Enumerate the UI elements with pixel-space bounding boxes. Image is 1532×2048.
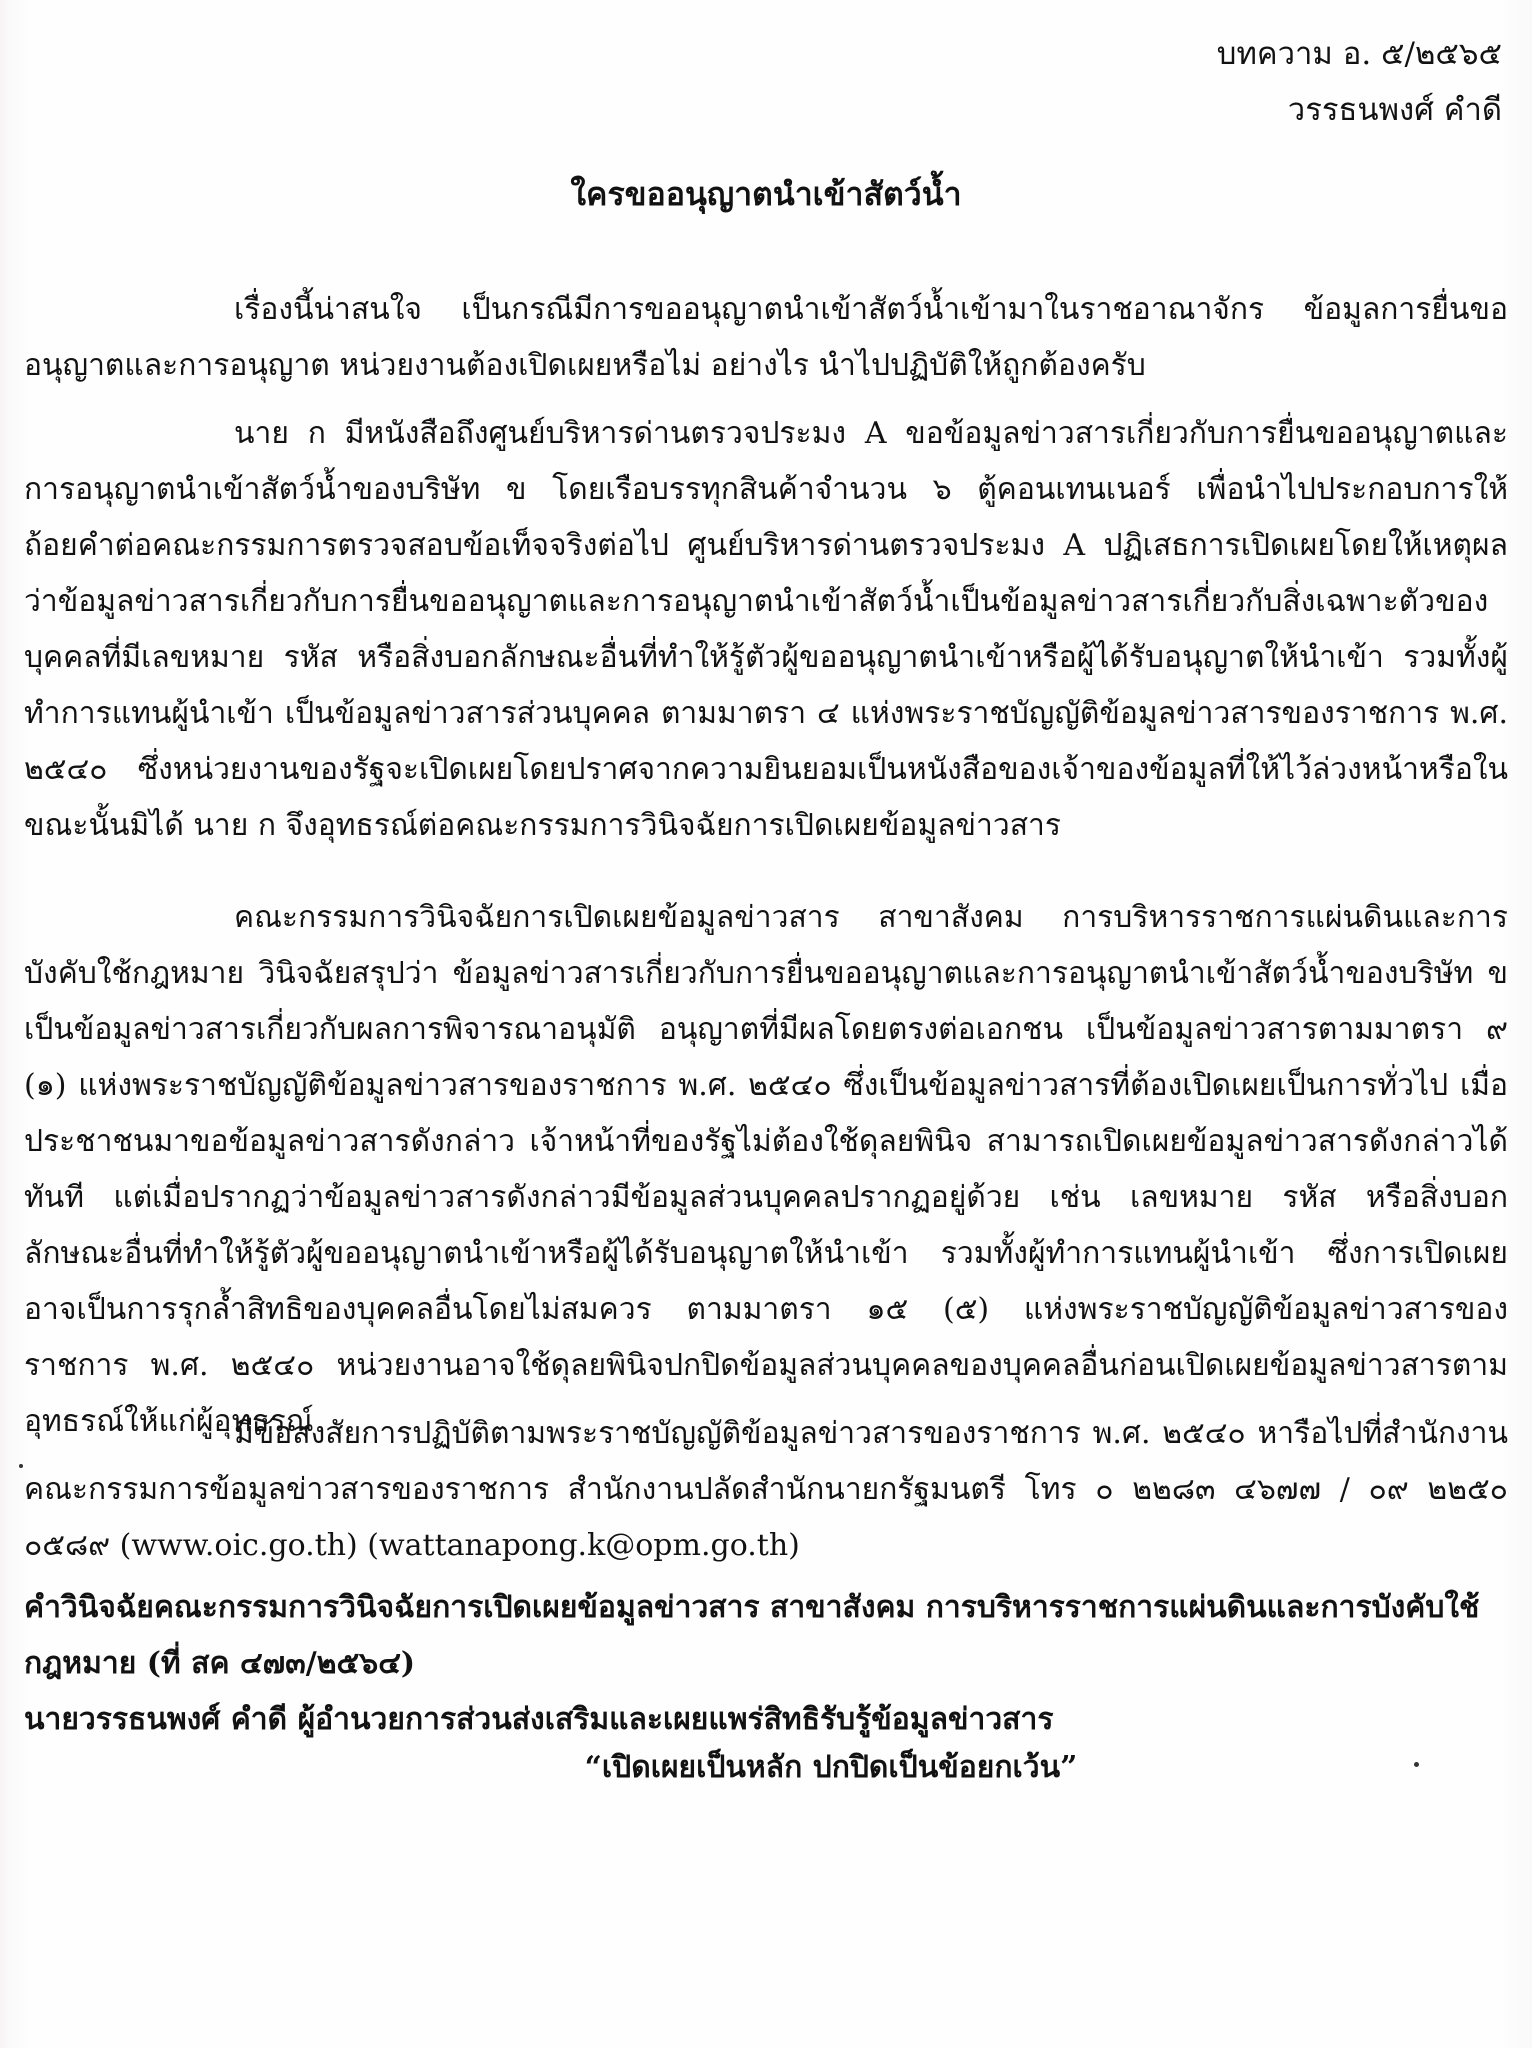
contact-paragraph: มีข้อสงสัยการปฏิบัติตามพระราชบัญญัติข้อมูลข่าวสารของราชการ พ.ศ. ๒๕๔๐ หารือไปที่สำนักงานคณะกรรมการข้อมูลข่าวสารของราชการ สำนักงานปลัดสำนักนายกรัฐมนตรี โทร ๐ ๒๒๘๓ ๔๖๗๗ / ๐๙ ๒๒๕๐ ๐๕๘๙ (www.oic.go.th) (wattanapong.k@opm.go.th): [24, 1416, 1508, 1563]
case-facts-paragraph: นาย ก มีหนังสือถึงศูนย์บริหารด่านตรวจประมง A ขอข้อมูลข่าวสารเกี่ยวกับการยื่นขออนุญาตและการอนุญาตนำเข้าสัตว์น้ำของบริษัท ข โดยเรือบรรทุกสินค้าจำนวน ๖ ตู้คอนเทนเนอร์ เพื่อนำไปประกอบการให้ถ้อยคำต่อคณะกรรมการตรวจสอบข้อเท็จจริงต่อไป ศูนย์บริหารด่านตรวจประมง A ปฏิเสธการเปิดเผยโดยให้เหตุผลว่าข้อมูลข่าวสารเกี่ยวกับการยื่นขออนุญาตและการอนุญาตนำเข้าสัตว์น้ำเป็นข้อมูลข่าวสารเกี่ยวกับสิ่งเฉพาะตัวของบุคคลที่มีเลขหมาย รหัส หรือสิ่งบอกลักษณะอื่นที่ทำให้รู้ตัวผู้ขออนุญาตนำเข้าหรือผู้ได้รับอนุญาตให้นำเข้า รวมทั้งผู้ทำการแทนผู้นำเข้า เป็นข้อมูลข่าวสารส่วนบุคคล ตามมาตรา ๔ แห่งพระราชบัญญัติข้อมูลข่าวสารของราชการ พ.ศ. ๒๕๔๐ ซึ่งหน่วยงานของรัฐจะเปิดเผยโดยปราศจากความยินยอมเป็นหนังสือของเจ้าของข้อมูลที่ให้ไว้ล่วงหน้าหรือในขณะนั้นมิได้ นาย ก จึงอุทธรณ์ต่อคณะกรรมการวินิจฉัยการเปิดเผยข้อมูลข่าวสาร: [24, 416, 1508, 843]
document-header: [1217, 26, 1502, 138]
author-name: วรรธนพงศ์ คำดี: [1287, 92, 1502, 128]
intro-paragraph: เรื่องนี้น่าสนใจ เป็นกรณีมีการขออนุญาตนำเข้าสัตว์น้ำเข้ามาในราชอาณาจักร ข้อมูลการยื่นขออนุญาตและการอนุญาต หน่วยงานต้องเปิดเผยหรือไม่ อย่างไร นำไปปฏิบัติให้ถูกต้องครับ: [24, 292, 1508, 383]
signature-line: นายวรรธนพงศ์ คำดี ผู้อำนวยการส่วนส่งเสริมและเผยแพร่สิทธิรับรู้ข้อมูลข่าวสาร: [24, 1702, 1054, 1737]
scan-speck: [1414, 1762, 1419, 1767]
document-number: บทความ อ. ๕/๒๕๖๕: [1216, 36, 1502, 72]
slogan-text: “เปิดเผยเป็นหลัก ปกปิดเป็นข้อยกเว้น”: [584, 1750, 1078, 1785]
scan-speck: [19, 1464, 23, 1468]
decision-paragraph: คณะกรรมการวินิจฉัยการเปิดเผยข้อมูลข่าวสาร สาขาสังคม การบริหารราชการแผ่นดินและการบังคับใช้กฎหมาย วินิจฉัยสรุปว่า ข้อมูลข่าวสารเกี่ยวกับการยื่นขออนุญาตและการอนุญาตนำเข้าสัตว์น้ำของบริษัท ข เป็นข้อมูลข่าวสารเกี่ยวกับผลการพิจารณาอนุมัติ อนุญาตที่มีผลโดยตรงต่อเอกชน เป็นข้อมูลข่าวสารตามมาตรา ๙ (๑) แห่งพระราชบัญญัติข้อมูลข่าวสารของราชการ พ.ศ. ๒๕๔๐ ซึ่งเป็นข้อมูลข่าวสารที่ต้องเปิดเผยเป็นการทั่วไป เมื่อประชาชนมาขอข้อมูลข่าวสารดังกล่าว เจ้าหน้าที่ของรัฐไม่ต้องใช้ดุลยพินิจ สามารถเปิดเผยข้อมูลข่าวสารดังกล่าวได้ทันที แต่เมื่อปรากฏว่าข้อมูลข่าวสารดังกล่าวมีข้อมูลส่วนบุคคลปรากฏอยู่ด้วย เช่น เลขหมาย รหัส หรือสิ่งบอกลักษณะอื่นที่ทำให้รู้ตัวผู้ขออนุญาตนำเข้าหรือผู้ได้รับอนุญาตให้นำเข้า รวมทั้งผู้ทำการแทนผู้นำเข้า ซึ่งการเปิดเผยอาจเป็นการรุกล้ำสิทธิของบุคคลอื่นโดยไม่สมควร ตามมาตรา ๑๕ (๕) แห่งพระราชบัญญัติข้อมูลข่าวสารของราชการ พ.ศ. ๒๕๔๐ หน่วยงานอาจใช้ดุลยพินิจปกปิดข้อมูลส่วนบุคคลของบุคคลอื่นก่อนเปิดเผยข้อมูลข่าวสารตามอุทธรณ์ให้แก่ผู้อุทธรณ์: [24, 900, 1508, 1439]
document-title: ใครขออนุญาตนำเข้าสัตว์น้ำ: [570, 175, 962, 213]
decision-reference: คำวินิจฉัยคณะกรรมการวินิจฉัยการเปิดเผยข้อมูลข่าวสาร สาขาสังคม การบริหารราชการแผ่นดินและการบังคับใช้กฎหมาย (ที่ สค ๔๗๓/๒๕๖๔): [24, 1590, 1480, 1681]
slogan: [0, 1740, 1532, 1796]
